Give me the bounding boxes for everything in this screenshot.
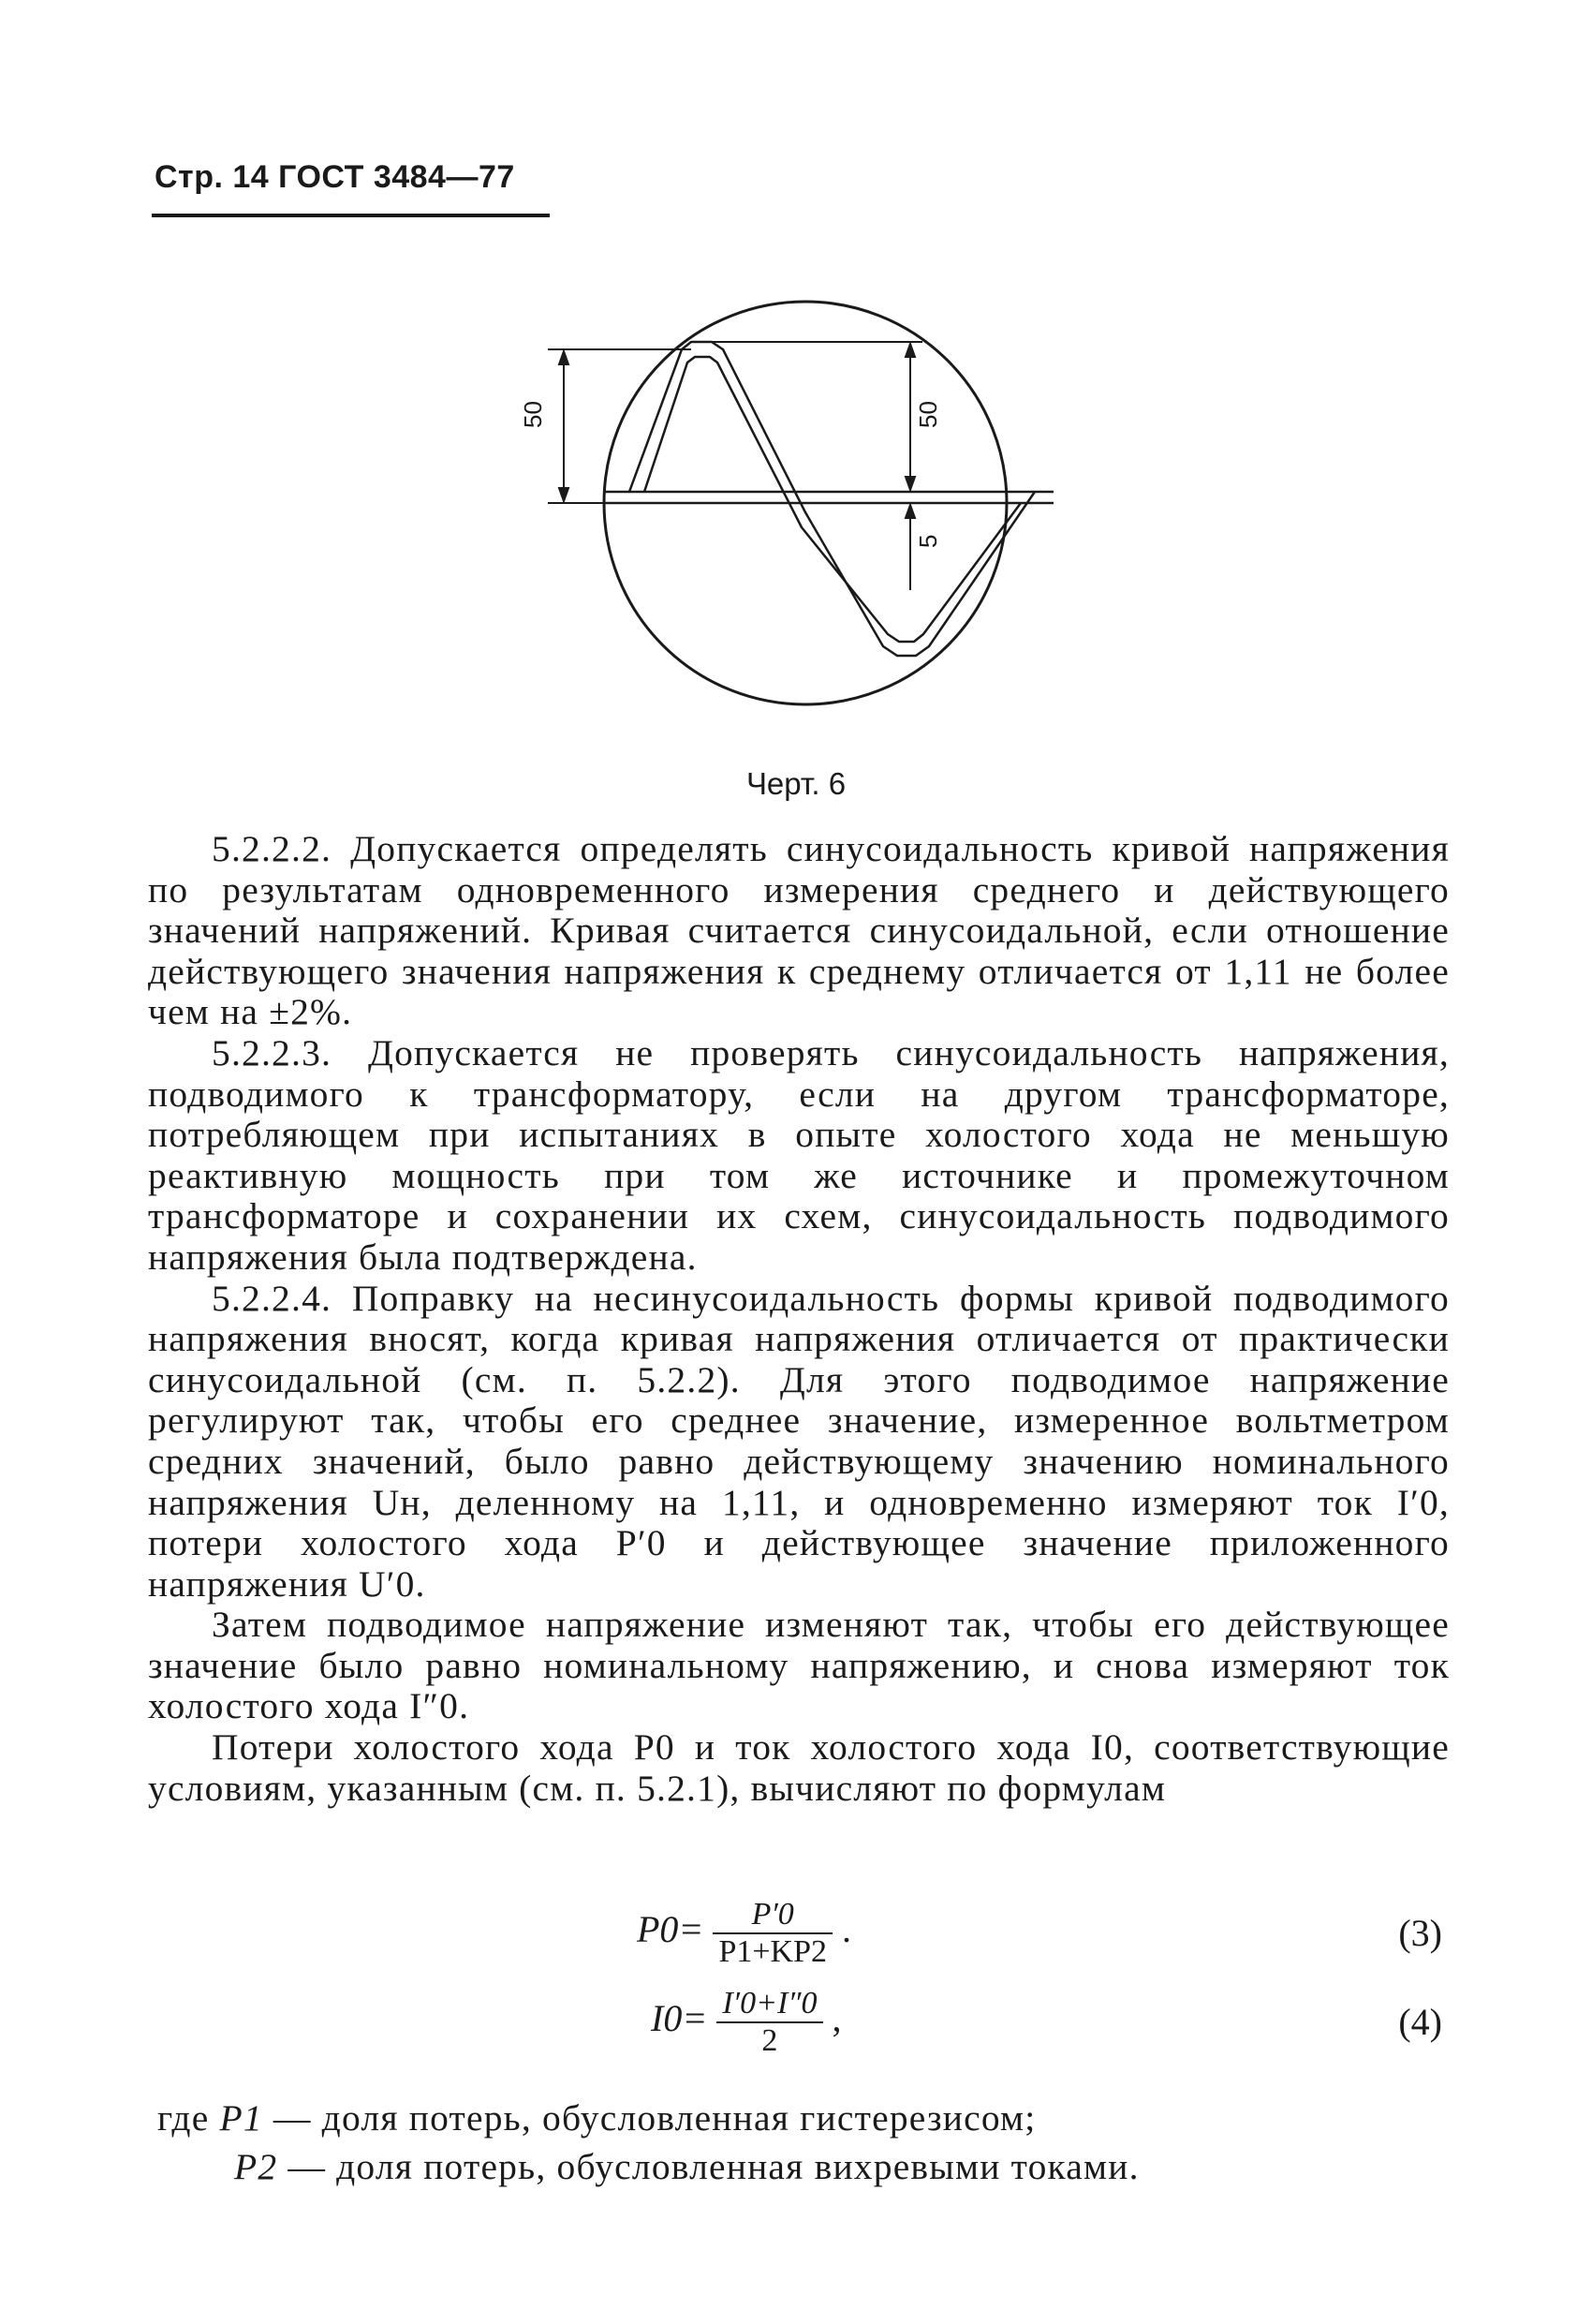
formula-4-number: (4): [1398, 2001, 1442, 2043]
header-rule: [152, 214, 550, 217]
legend-p2: [234, 2145, 1140, 2188]
formula-4-tail: ,: [832, 1997, 842, 2040]
page-header: Стр. 14 ГОСТ 3484—77: [155, 159, 515, 195]
curve-inner: [644, 357, 1021, 642]
formula-3-tail: .: [841, 1908, 851, 1951]
formula-3-fraction: [713, 1897, 833, 1970]
paragraph-5-2-2-2: 5.2.2.2. Допускается определять синусоидальность кривой напряжения по результатам одновременного измерения среднего и действующего значений напряжений. Кривая считается синусоидальной, если отношение действующего значения напряжения к среднему отличается от 1,11 не более чем на ±2%.: [148, 828, 1450, 1033]
formula-3: [637, 1897, 851, 1970]
dim-small-label: 5: [914, 534, 942, 548]
dim-left-label: 50: [519, 401, 547, 428]
formula-3-lhs: P0=: [637, 1908, 704, 1951]
formula-4-denominator: 2: [716, 2021, 822, 2059]
legend-p1-text: — доля потерь, обусловленная гистерезисом;: [273, 2097, 1037, 2139]
formula-4-fraction: [716, 1986, 822, 2059]
legend-p1-symbol: P1: [219, 2097, 263, 2139]
figure-caption: Черт. 6: [745, 766, 847, 801]
legend-p2-symbol: P2: [234, 2146, 278, 2187]
paragraph-losses: Потери холостого хода P0 и ток холостого хода I0, соответствующие условиям, указанным (см. п. 5.2.1), вычисляют по формулам: [148, 1726, 1450, 1809]
dim-right-label: 50: [914, 401, 942, 428]
legend-prefix: где: [157, 2097, 210, 2139]
formula-3-denominator: P1+KP2: [713, 1932, 833, 1970]
paragraph-then: Затем подводимое напряжение изменяют так, чтобы его действующее значение было равно номинальному напряжению, и снова измеряют ток холостого хода I″0.: [148, 1604, 1450, 1727]
curve-outer: [629, 342, 1035, 656]
body-text: [148, 829, 1450, 1809]
sinusoid-figure: [519, 267, 1086, 754]
legend-p1: [157, 2096, 1036, 2139]
formula-4: [651, 1986, 842, 2059]
formula-3-numerator: P′0: [751, 1897, 794, 1932]
paragraph-5-2-2-3: 5.2.2.3. Допускается не проверять синусоидальность напряжения, подводимого к трансформатору, если на другом трансформаторе, потребляющем при испытаниях в опыте холостого хода не меньшую реактивную мощность при том же источнике и промежуточном трансформаторе и сохранении их схем, синусоидальность подводимого напряжения была подтверждена.: [148, 1031, 1450, 1278]
formula-4-lhs: I0=: [651, 1997, 708, 2040]
formula-4-numerator: I′0+I″0: [722, 1986, 818, 2021]
legend-p2-text: — доля потерь, обусловленная вихревыми токами.: [287, 2146, 1140, 2187]
formula-3-number: (3): [1398, 1912, 1442, 1954]
paragraph-5-2-2-4: 5.2.2.4. Поправку на несинусоидальность формы кривой подводимого напряжения вносят, когда кривая напряжения отличается от практически синусоидальной (см. п. 5.2.2). Для этого подводимое напряжение регулируют так, чтобы его среднее значение, измеренное вольтметром средних значений, было равно действующему значению номинального напряжения Uн, деленному на 1,11, и одновременно измеряют ток I′0, потери холостого хода P′0 и действующее значение приложенного напряжения U′0.: [148, 1277, 1450, 1605]
